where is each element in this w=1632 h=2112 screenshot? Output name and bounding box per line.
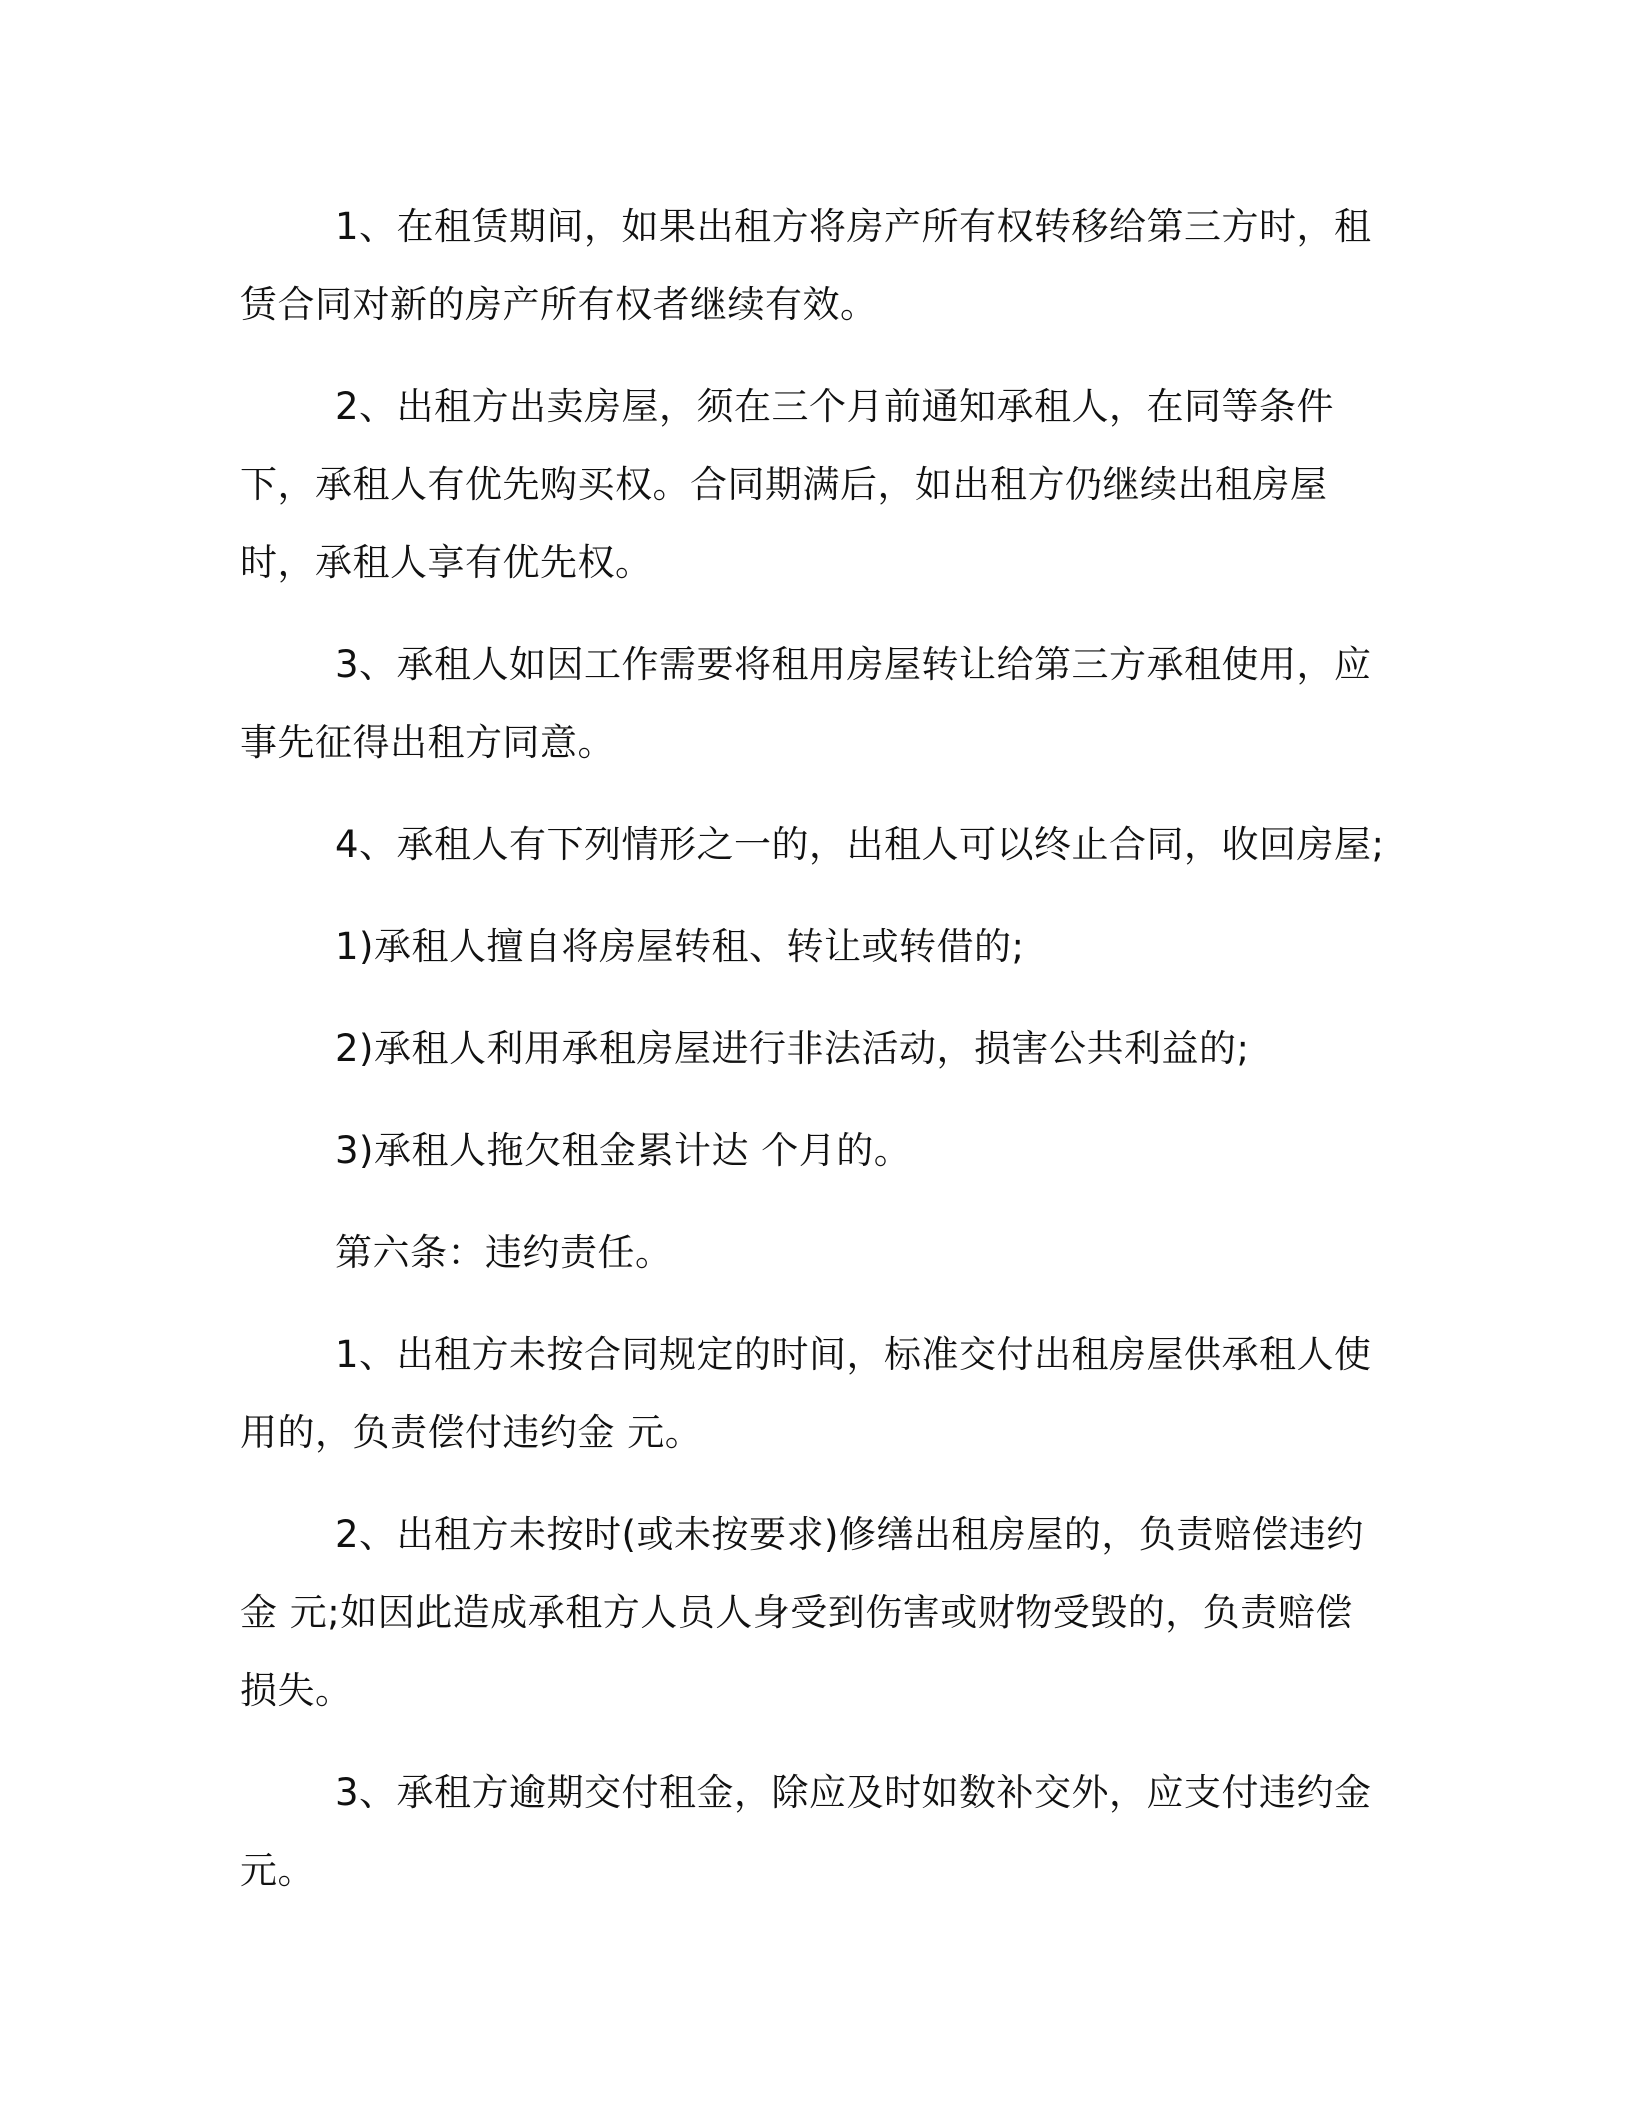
paragraph-9: 1、出租方未按合同规定的时间，标准交付出租房屋供承租人使用的，负责偿付违约金 元。	[240, 1333, 1372, 1454]
paragraph-3: 3、承租人如因工作需要将租用房屋转让给第三方承租使用，应事先征得出租方同意。	[240, 643, 1372, 764]
paragraph-6: 2)承租人利用承租房屋进行非法活动，损害公共利益的;	[335, 1027, 1250, 1070]
document-body	[240, 188, 1390, 1934]
paragraph-10: 2、出租方未按时(或未按要求)修缮出租房屋的，负责赔偿违约金 元;如因此造成承租方人员人身受到伤害或财物受毁的，负责赔偿损失。	[240, 1513, 1364, 1712]
paragraph-4: 4、承租人有下列情形之一的，出租人可以终止合同，收回房屋;	[335, 823, 1385, 866]
paragraph-2: 2、出租方出卖房屋，须在三个月前通知承租人，在同等条件下，承租人有优先购买权。合同期满后，如出租方仍继续出租房屋时，承租人享有优先权。	[240, 385, 1335, 584]
paragraph-7: 3)承租人拖欠租金累计达 个月的。	[335, 1129, 912, 1172]
paragraph-5: 1)承租人擅自将房屋转租、转让或转借的;	[335, 925, 1025, 968]
paragraph-11: 3、承租方逾期交付租金，除应及时如数补交外，应支付违约金 元。	[240, 1771, 1372, 1892]
section-heading: 第六条：违约责任。	[335, 1231, 673, 1274]
paragraph-1: 1、在租赁期间，如果出租方将房产所有权转移给第三方时，租赁合同对新的房产所有权者继续有效。	[240, 205, 1372, 326]
